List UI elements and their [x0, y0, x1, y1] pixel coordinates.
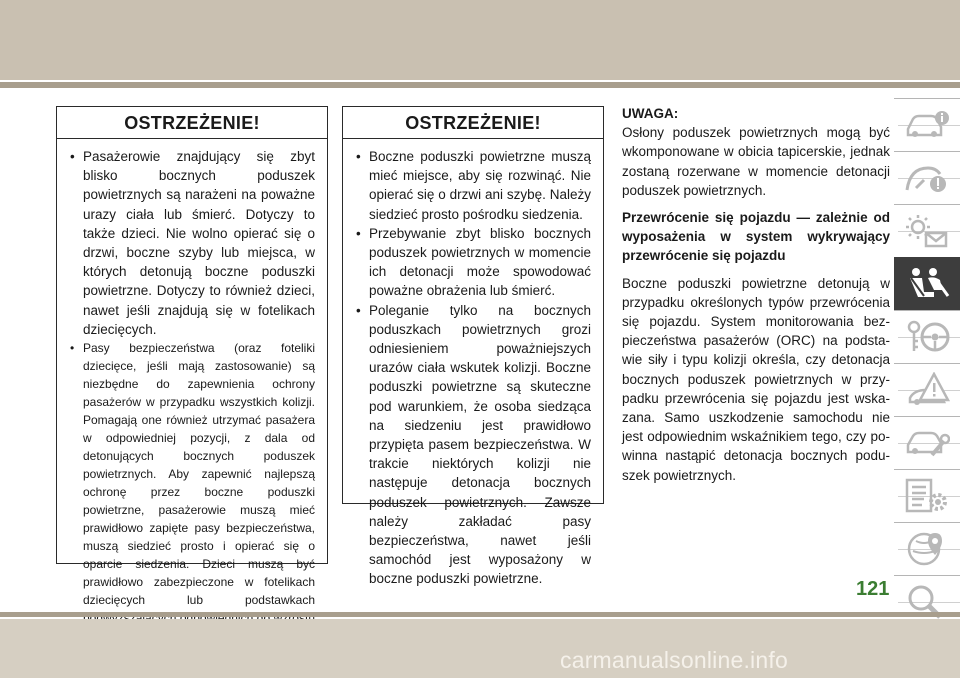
- warning-box-2: [342, 106, 604, 587]
- tab-dashboard-warning[interactable]: [894, 151, 960, 204]
- warning-item: • Pasażerowie znajdujący się zbyt blisko bocznych poduszek powietrznych są narażeni na poważne urazy ciała lub śmierć. Dotyczy to także dzieci. Nie wolno opierać się o drzwi, boczne szyby lub miejsca, w których detonują boczne poduszki powietrzne. Dotyczy to również dzieci, nawet jeśli znajdują się w fotelikach dziecięcych.: [67, 147, 315, 339]
- warning-item: • Boczne poduszki powietrzne muszą mieć miejsce, aby się rozwinąć. Nie opierać się o drzwi ani szybę. Należy siedzieć prosto pośrodku siedzenia.: [353, 147, 591, 224]
- warning-item: • Poleganie tylko na bocznych poduszkach powietrznych grozi odniesieniem poważniejszych urazów ciała wskutek kolizji. Boczne poduszki powietrzne są skuteczne pod warunkiem, że osoba siedząca na siedzeniu jest prawidłowo przypięta pasem bezpieczeństwa. W trakcie niektórych kolizji nie następuje detonacja bocznych poduszek powietrznych. Zawsze należy zakładać pasy bezpieczeństwa, nawet jeśli samochód jest wyposażony w boczne poduszki powietrzne.: [353, 301, 591, 589]
- service-wrench-icon: [904, 425, 950, 461]
- tab-steering-key[interactable]: [894, 310, 960, 363]
- dashboard-warning-icon: [904, 160, 950, 196]
- footer-rule: [0, 612, 960, 617]
- steering-key-icon: [904, 319, 950, 355]
- header-rule: [0, 82, 960, 88]
- header-band: [0, 0, 960, 80]
- warning-item: • Pasy bezpieczeństwa (oraz foteliki dziecięce, jeśli mają zastosowanie) są niezbędne do zapewnienia ochrony pasażerów w przypadku wszystkich kolizji. Pomagają one również utrzymać pasażera w odpowiedniej pozycji, z dala od detonujących bocznych poduszek powietrznych. Aby zapewnić najlepszą ochronę przez boczne poduszki powietrzne, pasażerowie muszą mieć prawidłowo zapięte pasy bezpieczeństwa, muszą siedzieć prosto i opierać się o oparcie siedzenia. Dzieci muszą być prawidłowo zabezpieczone w fotelikach dziecięcych lub podstawkach: [67, 339, 315, 645]
- seat-safety-icon: [904, 266, 950, 302]
- tab-service-wrench[interactable]: [894, 416, 960, 469]
- tab-seat-safety[interactable]: [894, 257, 960, 310]
- chapter-tabs: [894, 98, 960, 678]
- warning-triangle-icon: [904, 372, 950, 408]
- tab-warning-triangle[interactable]: [894, 363, 960, 416]
- warning-item: • Przebywanie zbyt blisko bocznych poduszek powietrznych w momencie ich detonacji może spowodować poważne obrażenia lub śmierć.: [353, 224, 591, 301]
- note-label: UWAGA:: [622, 106, 679, 121]
- sun-envelope-icon: [904, 213, 950, 249]
- watermark: carmanualsonline.info: [560, 647, 788, 673]
- section-heading: Przewrócenie się pojazdu — zależnie od wyposażenia w system wykrywający przewrócenie się pojazdu: [622, 210, 890, 264]
- checklist-gear-icon: [904, 478, 950, 514]
- car-info-icon: [904, 107, 950, 143]
- note-text: Osłony poduszek powietrznych mogą być wkomponowane w obicia tapicerskie, jednak zostaną rozerwane w momencie detonacji poduszek powietrznych.: [622, 125, 890, 198]
- tab-sun-envelope[interactable]: [894, 204, 960, 257]
- warning-title: OSTRZEŻENIE!: [343, 107, 603, 139]
- text-column: [622, 104, 890, 493]
- tab-map-pin[interactable]: [894, 522, 960, 575]
- footer-band: [0, 619, 960, 678]
- map-pin-icon: [904, 531, 950, 567]
- tab-checklist-gear[interactable]: [894, 469, 960, 522]
- tab-car-info[interactable]: [894, 98, 960, 151]
- warning-title: OSTRZEŻENIE!: [57, 107, 327, 139]
- warning-box-1: [56, 106, 328, 608]
- section-body: Boczne poduszki powietrzne detonują w przypadku określonych typów przewrócenia się pojazdu. System monitorowania bezpieczeństwa pasażerów (ORC) na podstawie siły i typu kolizji określa, czy detonacja bocznych poduszek powietrznych w przypadku przewrócenia się pojazdu jest wskazana. Samo uszkodzenie samochodu nie jest odpowiednim wskaźnikiem tego, czy powinna nastąpić detonacja bocznych poduszek powietrznych.: [622, 275, 890, 483]
- page-number: 121: [856, 578, 890, 600]
